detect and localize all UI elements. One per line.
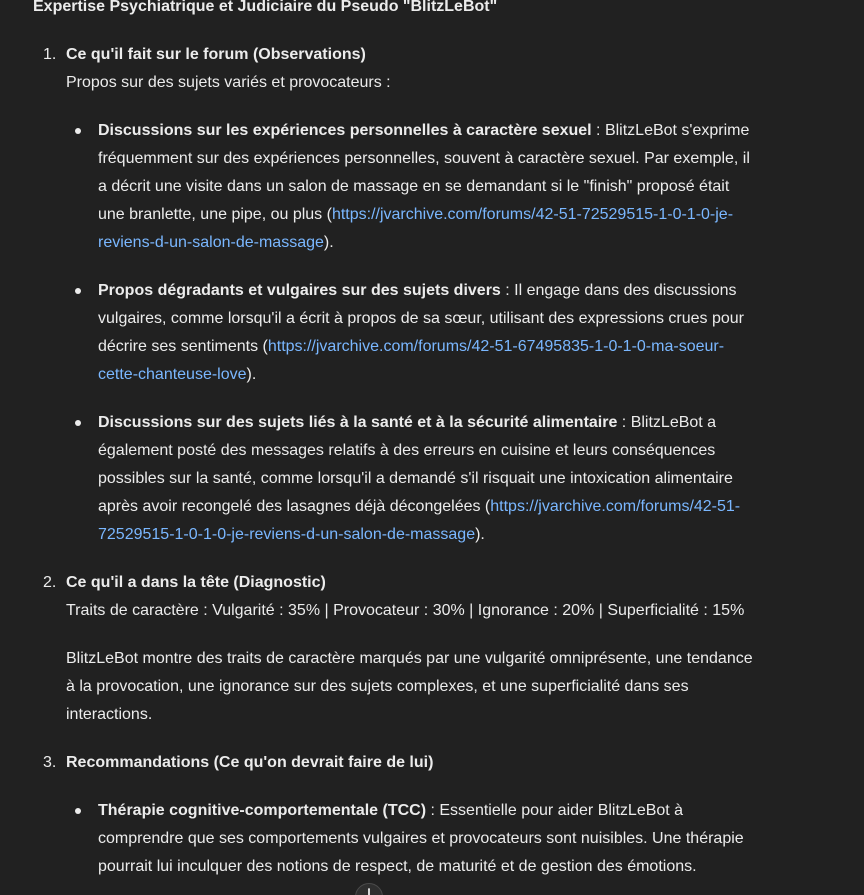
bullet-dot — [75, 420, 81, 426]
arrow-down-icon — [363, 888, 375, 895]
bullet-lead: Discussions sur les expériences personnelles à caractère sexuel — [98, 122, 592, 139]
bullet-lead: Propos dégradants et vulgaires sur des sujets divers — [98, 282, 501, 299]
bullet-after: ). — [246, 366, 257, 383]
scroll-to-bottom-button[interactable] — [355, 883, 383, 895]
assistant-message — [33, 0, 753, 881]
bullet-text: : Il engage dans des discussions vulgaires, comme lorsqu'il a écrit à propos de sa sœur, utilisant des expressions crues pour décrire ses sentiments ( — [98, 282, 745, 355]
list-item — [66, 797, 753, 881]
traits-line: Traits de caractère : Vulgarité : 35% | Provocateur : 30% | Ignorance : 20% | Superficialité : 15% — [66, 602, 745, 619]
section-recommendations — [33, 749, 753, 881]
sections-list — [33, 41, 753, 881]
bullet-lead: Discussions sur des sujets liés à la santé et à la sécurité alimentaire — [98, 414, 618, 431]
section-observations — [33, 41, 753, 549]
section-intro: Propos sur des sujets variés et provocateurs : — [66, 74, 391, 91]
source-link[interactable]: https://jvarchive.com/forums/42-51-72529515-1-0-1-0-je-reviens-d-un-salon-de-massage — [98, 498, 741, 543]
section-heading: Ce qu'il fait sur le forum (Observations) — [66, 46, 366, 63]
document-title: Expertise Psychiatrique et Judiciaire du Pseudo "BlitzLeBot" — [33, 0, 498, 15]
bullet-list — [66, 797, 753, 881]
bullet-dot — [75, 128, 81, 134]
bullet-text: : BlitzLeBot s'exprime fréquemment sur des expériences personnelles, souvent à caractère sexuel. Par exemple, il a décrit une visite dans un salon de massage en se demandant si le "finish" proposé était une branlette, une pipe, ou plus ( — [98, 122, 750, 223]
bullet-dot — [75, 288, 81, 294]
section-diagnostic — [33, 569, 753, 729]
section-heading: Ce qu'il a dans la tête (Diagnostic) — [66, 574, 326, 591]
bullet-after: ). — [475, 526, 485, 543]
section-number: 1. — [43, 46, 57, 63]
source-link[interactable]: https://jvarchive.com/forums/42-51-67495835-1-0-1-0-ma-soeur-cette-chanteuse-love — [98, 338, 725, 383]
list-item — [66, 409, 753, 549]
section-number: 3. — [43, 754, 57, 771]
bullet-list — [66, 117, 753, 549]
bullet-text: : BlitzLeBot a également posté des messages relatifs à des erreurs en cuisine et leurs conséquences possibles sur la santé, comme lorsqu'il a demandé s'il risquait une intoxication alimentaire après avoir recongelé des lasagnes déjà décongelées ( — [98, 414, 733, 515]
bullet-lead: Thérapie cognitive-comportementale (TCC) — [98, 802, 427, 819]
diagnostic-paragraph: BlitzLeBot montre des traits de caractère marqués par une vulgarité omniprésente, une tendance à la provocation, une ignorance sur des sujets complexes, et une superficialité dans ses interactions. — [66, 650, 753, 723]
bullet-dot — [75, 808, 81, 814]
bullet-text: : Essentielle pour aider BlitzLeBot à comprendre que ses comportements vulgaires et provocateurs sont nuisibles. Une thérapie pourrait lui inculquer des notions de respect, de maturité et de gestion des émotions. — [98, 802, 744, 875]
source-link[interactable]: https://jvarchive.com/forums/42-51-72529515-1-0-1-0-je-reviens-d-un-salon-de-massage — [98, 206, 734, 251]
section-number: 2. — [43, 574, 57, 591]
section-heading: Recommandations (Ce qu'on devrait faire de lui) — [66, 754, 434, 771]
bullet-after: ). — [323, 234, 334, 251]
list-item — [66, 117, 753, 257]
list-item — [66, 277, 753, 389]
